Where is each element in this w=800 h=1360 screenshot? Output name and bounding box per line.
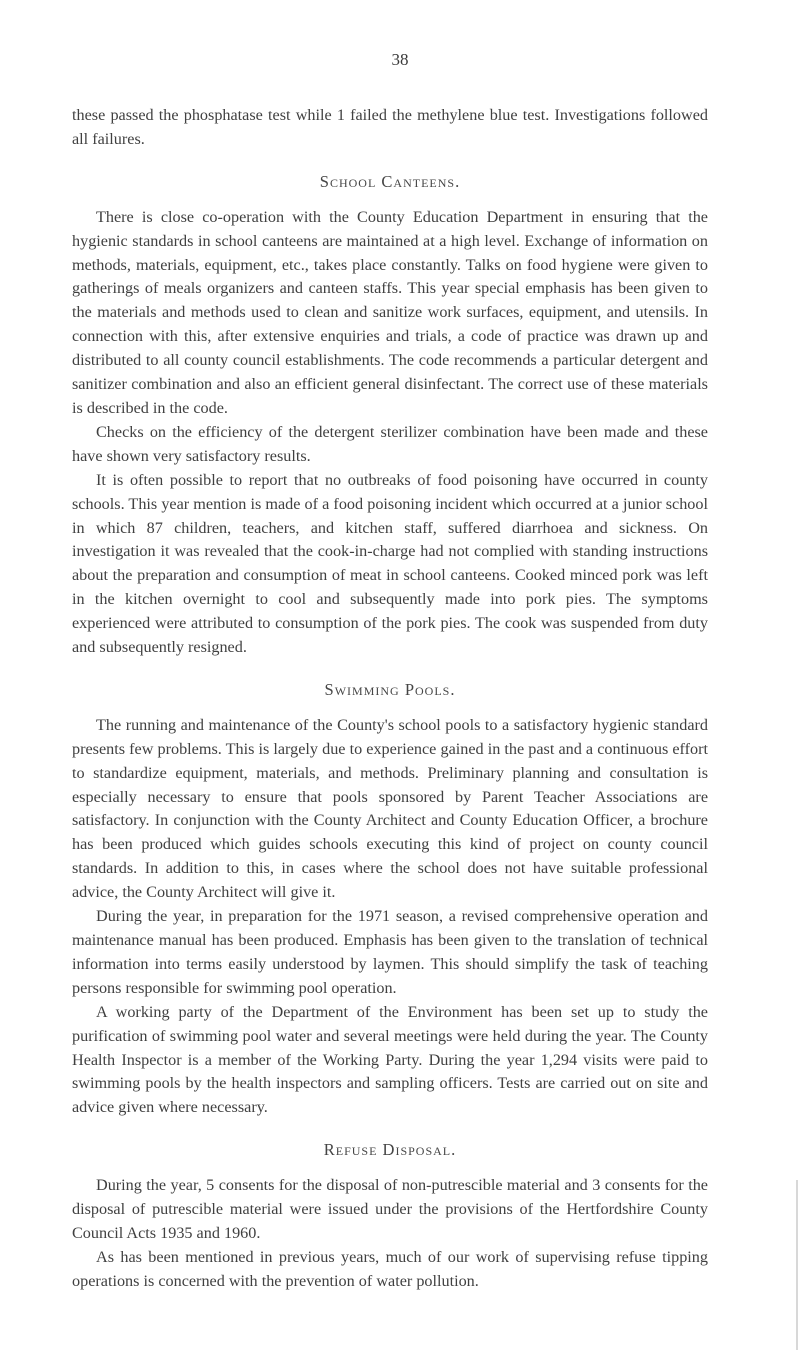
paragraph: Checks on the efficiency of the detergent sterilizer combination have been made and these have shown very satisfactory results. bbox=[72, 422, 708, 465]
section-heading-refuse-disposal: Refuse Disposal. bbox=[323, 1140, 457, 1160]
section-school-canteens bbox=[72, 170, 708, 660]
section-heading-school-canteens: School Canteens. bbox=[319, 171, 461, 191]
section-heading-swimming-pools: Swimming Pools. bbox=[324, 679, 456, 699]
paragraph: During the year, in preparation for the 1971 season, a revised comprehensive operation and maintenance manual has been produced. Emphasis has been given to the translation of technical information into terms easily understood by laymen. This should simplify the task of teaching persons responsible for swimming pool operation. bbox=[72, 907, 708, 997]
paragraph: The running and maintenance of the County's school pools to a satisfactory hygienic standard presents few problems. This is largely due to experience gained in the past and a continuous effort to standardize equipment, materials, and methods. Preliminary planning and consultation is especially necessary to ensure that pools sponsored by Parent Teacher Associations are satisfactory. In conjunction with the County Architect and County Education Officer, a brochure has been produced which guides schools executing this kind of project on county council standards. In addition to this, in cases where the school does not have suitable professional advice, the County Architect will give it. bbox=[72, 715, 708, 902]
paragraph: During the year, 5 consents for the disposal of non-putrescible material and 3 consents for the disposal of putrescible material were issued under the provisions of the Hertfordshire County Council Acts 1935 and 1960. bbox=[72, 1176, 708, 1242]
paragraph: It is often possible to report that no outbreaks of food poisoning have occurred in county schools. This year mention is made of a food poisoning incident which occurred at a junior school in which 87 children, teachers, and kitchen staff, suffered diarrhoea and sickness. On investigation it was revealed that the cook-in-charge had not complied with standing instructions about the preparation and consumption of meat in school canteens. Cooked minced pork was left in the kitchen overnight to cool and subsequently made into pork pies. The symptoms experienced were attributed to consumption of the pork pies. The cook was suspended from duty and subsequently resigned. bbox=[72, 470, 708, 657]
paragraph: A working party of the Department of the Environment has been set up to study the purification of swimming pool water and several meetings were held during the year. The County Health Inspector is a member of the Working Party. During the year 1,294 visits were paid to swimming pools by the health inspectors and sampling officers. Tests are carried out on site and advice given where necessary. bbox=[72, 1002, 708, 1117]
page-content bbox=[72, 104, 708, 1294]
section-swimming-pools bbox=[72, 678, 708, 1120]
paragraph: As has been mentioned in previous years, much of our work of supervising refuse tipping operations is concerned with the prevention of water pollution. bbox=[72, 1247, 708, 1290]
section-refuse-disposal bbox=[72, 1138, 708, 1293]
page-number: 38 bbox=[391, 50, 409, 69]
paragraph: There is close co-operation with the County Education Department in ensuring that the hygienic standards in school canteens are maintained at a high level. Exchange of information on methods, materials, equipment, etc., takes place constantly. Talks on food hygiene were given to gatherings of meals organizers and canteen staffs. This year special emphasis has been given to the materials and methods used to clean and sanitize work surfaces, equipment, and utensils. In connection with this, after extensive enquiries and trials, a code of practice was drawn up and distributed to all county council establishments. The code recommends a particular detergent and sanitizer combination and also an efficient general disinfectant. The correct use of these materials is described in the code. bbox=[72, 207, 708, 417]
intro-paragraph: these passed the phosphatase test while 1 failed the methylene blue test. Investigations followed all failures. bbox=[72, 106, 708, 148]
scan-edge-shadow bbox=[796, 1180, 798, 1350]
